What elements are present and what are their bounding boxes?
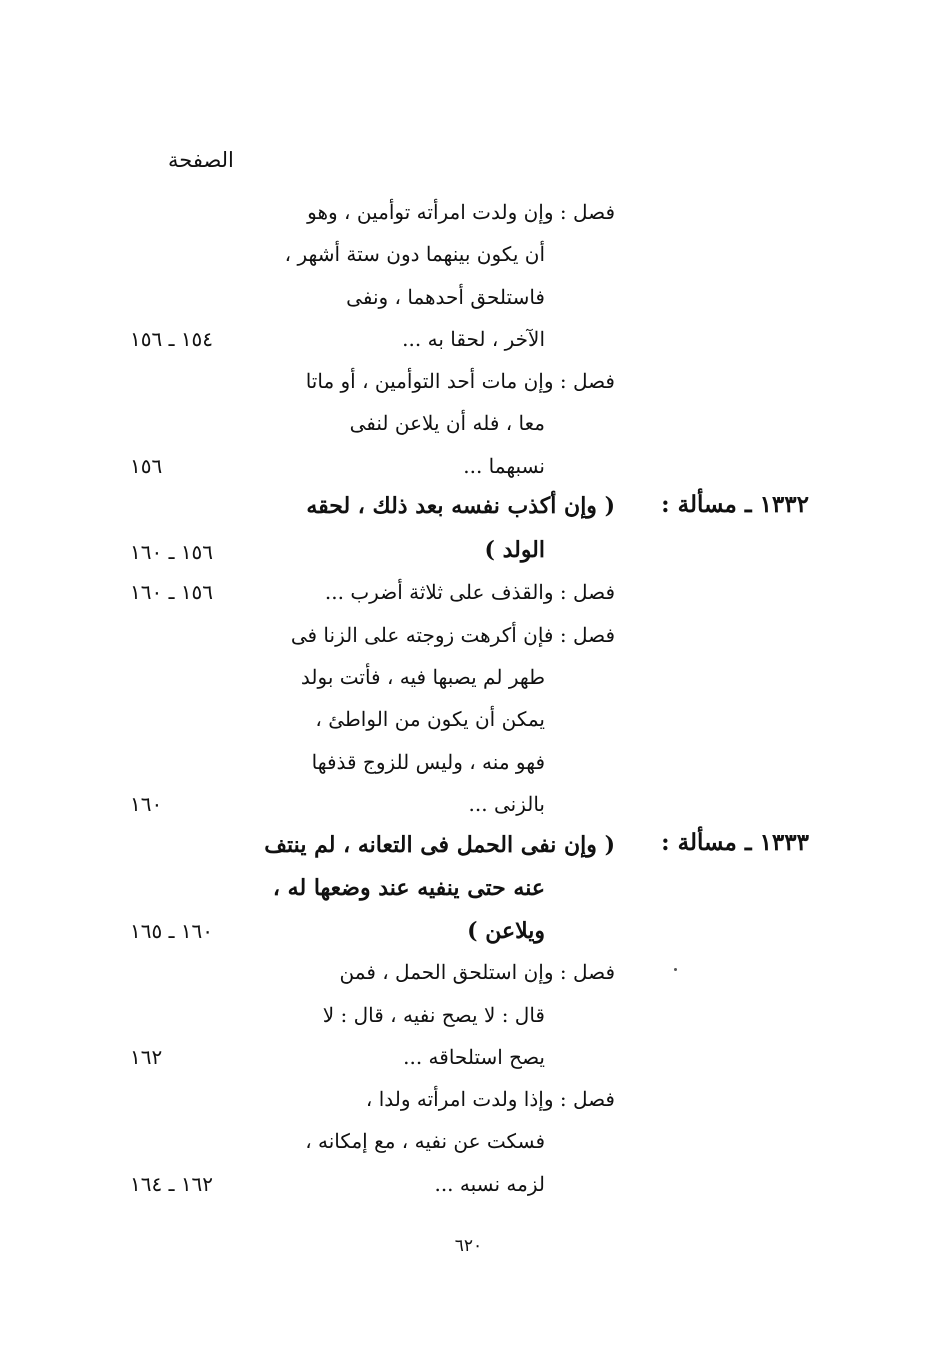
entry-line: فسكت عن نفيه ، مع إمكانه ، bbox=[305, 1129, 545, 1153]
masala-number: ١٣٣٣ ـ مسألة : bbox=[661, 829, 809, 856]
entry-line: فصل : والقذف على ثلاثة أضرب ... bbox=[324, 580, 615, 604]
entry-line: ( وإن أكذب نفسه بعد ذلك ، لحقه bbox=[306, 493, 615, 519]
entry-line: فصل : وإذا ولدت امرأته ولدا ، bbox=[365, 1087, 615, 1111]
entry-line: يمكن أن يكون من الواطئ ، bbox=[315, 707, 545, 731]
masala-number: ١٣٣٢ ـ مسألة : bbox=[661, 491, 809, 518]
page-range: ١٦٠ bbox=[130, 792, 163, 816]
page-number: ٦٢٠ bbox=[454, 1236, 483, 1256]
page-range: ١٥٦ bbox=[130, 454, 163, 478]
page-range: ١٦٠ ـ ١٦٥ bbox=[130, 919, 214, 943]
page-range: ١٦٢ bbox=[130, 1045, 163, 1069]
page-range: ١٥٤ ـ ١٥٦ bbox=[130, 327, 214, 351]
page-range: ١٦٢ ـ ١٦٤ bbox=[130, 1172, 214, 1196]
entry-line: لزمه نسبه ... bbox=[434, 1172, 545, 1196]
entry-line: فصل : وإن مات أحد التوأمين ، أو ماتا bbox=[305, 369, 615, 393]
entry-line: أن يكون بينهما دون ستة أشهر ، bbox=[284, 242, 545, 266]
page-range: ١٥٦ ـ ١٦٠ bbox=[130, 580, 214, 604]
entry-line: معا ، فله أن يلاعن لنفى bbox=[349, 411, 545, 435]
entry-line: فصل : وإن استلحق الحمل ، فمن bbox=[339, 960, 615, 984]
entry-line: بالزنى ... bbox=[468, 792, 545, 816]
entry-line: قال : لا يصح نفيه ، قال : لا bbox=[322, 1003, 545, 1027]
entry-line: طهر لم يصبها فيه ، فأتت بولد bbox=[300, 665, 545, 689]
entry-line: فصل : وإن ولدت امرأته توأمين ، وهو bbox=[307, 200, 615, 224]
entry-line: ويلاعن ) bbox=[467, 918, 545, 944]
entry-line: يصح استلحاقه ... bbox=[403, 1045, 545, 1069]
entry-line: الآخر ، لحقا به ... bbox=[402, 327, 545, 351]
entry-line: فصل : فإن أكرهت زوجته على الزنا فى bbox=[290, 623, 615, 647]
entry-line: فاستلحق أحدهما ، ونفى bbox=[346, 285, 545, 309]
page-column-header: الصفحة bbox=[168, 148, 234, 172]
entry-line: ( وإن نفى الحمل فى التعانه ، لم ينتف bbox=[264, 832, 615, 858]
entry-line: الولد ) bbox=[484, 537, 545, 563]
entry-line: نسبهما ... bbox=[463, 454, 545, 478]
page-range: ١٥٦ ـ ١٦٠ bbox=[130, 540, 214, 564]
entry-line: فهو منه ، وليس للزوج قذفها bbox=[311, 750, 545, 774]
entry-line: عنه حتى ينفيه عند وضعها له ، bbox=[272, 875, 545, 901]
ink-speck bbox=[674, 968, 677, 971]
